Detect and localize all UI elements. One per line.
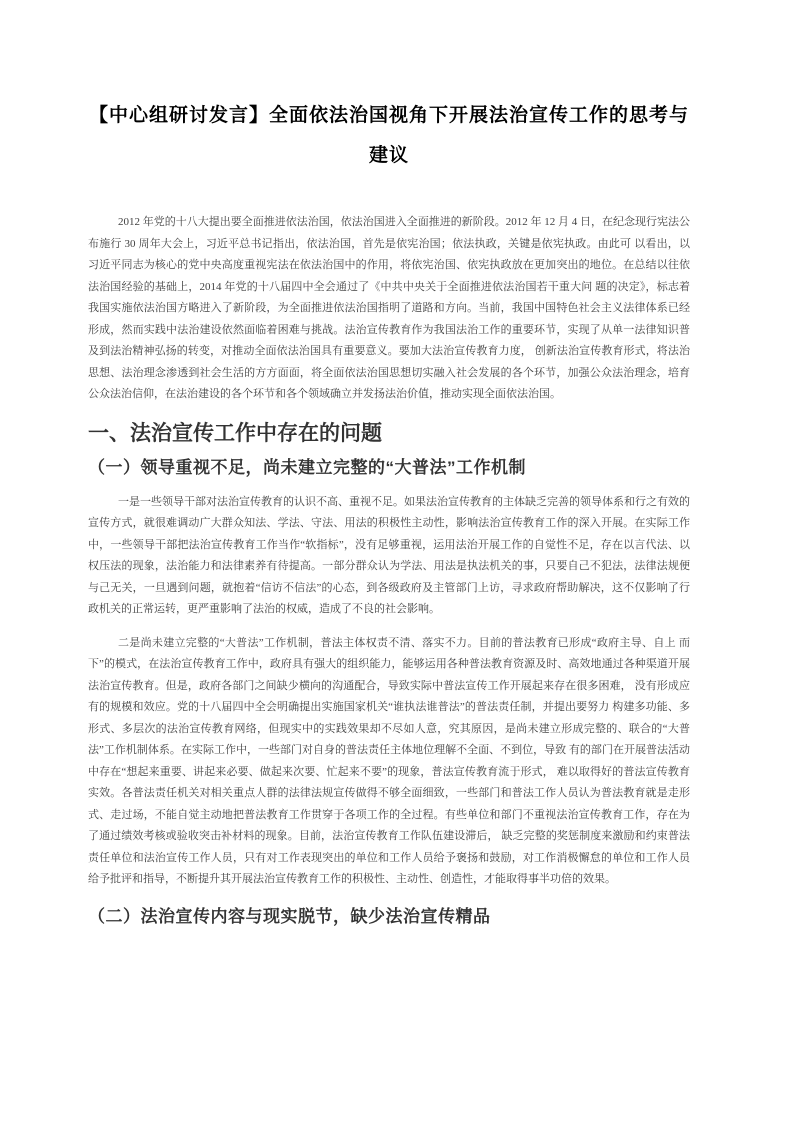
intro-paragraph: 2012 年党的十八大提出要全面推进依法治国，依法治国进入全面推进的新阶段。2012 年 12 月 4 日，在纪念现行宪法公布施行 30 周年大会上，习近平总书记指出，依法治国，首先是依宪治国；依法执政，关键是依宪执政。由此可 以看出，以习近平同志为核心的党中央高度重视宪法在依法治国中的作用，将依宪治国、依宪执政放在更加突出的地位。在总结以往依法治国经验的基础上，2014 年党的十八届四中全会通过了《中共中央关于全面推进依法治国若干重大问 题的决定》，标志着我国实施依法治国方略进入了新阶段，为全面推进依法治国指明了道路和方向。当前，我国中国特色社会主义法律体系已经形成，然而实践中法治建设依然面临着困难与挑战。法治宣传教育作为我国法治工作的重要环节，实现了从单一法律知识普及到法治精神弘扬的转变，对推动全面依法治国具有重要意义。要加大法治宣传教育力度， 创新法治宣传教育形式，将法治思想、法治理念渗透到社会生活的方方面面，将全面依法治国思想切实融入社会发展的各个环节，加强公众法治理念，培育公众法治信仰，在法治建设的各个环节和各个领域确立并发扬法治价值，推动实现全面依法治国。 bbox=[88, 216, 690, 400]
problem-paragraph-2: 二是尚未建立完整的“大普法”工作机制，普法主体权责不清、落实不力。目前的普法教育已形成“政府主导、自上 而下”的模式，在法治宣传教育工作中，政府具有强大的组织能力，能够运用各种普法教育资源及时、高效地通过各种渠道开展法治宣传教育。但是，政府各部门之间缺少横向的沟通配合，导致实际中普法宣传工作开展起来存在很多困难， 没有形成应有的规模和效应。党的十八届四中全会明确提出实施国家机关“谁执法谁普法”的普法责任制，并提出要努力 构建多功能、多形式、多层次的法治宣传教育网络，但现实中的实践效果却不尽如人意，究其原因，是尚未建立形成完整的、联合的“大普法”工作机制体系。在实际工作中，一些部门对自身的普法责任主体地位理解不全面、不到位，导致 有的部门在开展普法活动中存在“想起来重要、讲起来必要、做起来次要、忙起来不要”的现象，普法宣传教育流于形式， 难以取得好的普法宣传教育实效。各普法责任机关对相关重点人群的法律法规宣传做得不够全面细致，一些部门和普法工作人员认为普法教育就是走形式、走过场，不能自觉主动地把普法教育工作贯穿于各项工作的全过程。有些单位和部门不重视法治宣传教育工作，存在为了通过绩效考核或验收突击补材料的现象。目前，法治宣传教育工作队伍建设滞后， 缺乏完整的奖惩制度来激励和约束普法责任单位和法治宣传工作人员，只有对工作表现突出的单位和工作人员给予褒扬和鼓励，对工作消极懈怠的单位和工作人员给予批评和指导，不断提升其开展法治宣传教育工作的积极性、主动性、创造性，才能取得事半功倍的效果。 bbox=[88, 636, 690, 885]
section-1-heading: 一、法治宣传工作中存在的问题 bbox=[88, 421, 382, 445]
subsection-1-2-heading: （二）法治宣传内容与现实脱节，缺少法治宣传精品 bbox=[88, 906, 491, 926]
document-title: 【中心组研讨发言】全面依法治国视角下开展法治宣传工作的思考与建议 bbox=[88, 105, 689, 166]
subsection-1-1-heading: （一）领导重视不足，尚未建立完整的“大普法”工作机制 bbox=[88, 457, 526, 477]
problem-paragraph-1: 一是一些领导干部对法治宣传教育的认识不高、重视不足。如果法治宣传教育的主体缺乏完善的领导体系和行之有效的宣传方式，就很难调动广大群众知法、学法、守法、用法的积极性主动性，影响法治宣传教育工作的深入开展。在实际工作中，一些领导干部把法治宣传教育工作当作“软指标”，没有足够重视，运用法治开展工作的自觉性不足，存在以言代法、以权压法的现象，法治能力和法律素养有待提高。一部分群众认为学法、用法是执法机关的事，只要自己不犯法，法律法规便与己无关，一旦遇到问题，就抱着“信访不信法”的心态，到各级政府及主管部门上访，寻求政府帮助解决，这不仅影响了行政机关的正常运转，更严重影响了法治的权威，造成了不良的社会影响。 bbox=[88, 495, 690, 615]
